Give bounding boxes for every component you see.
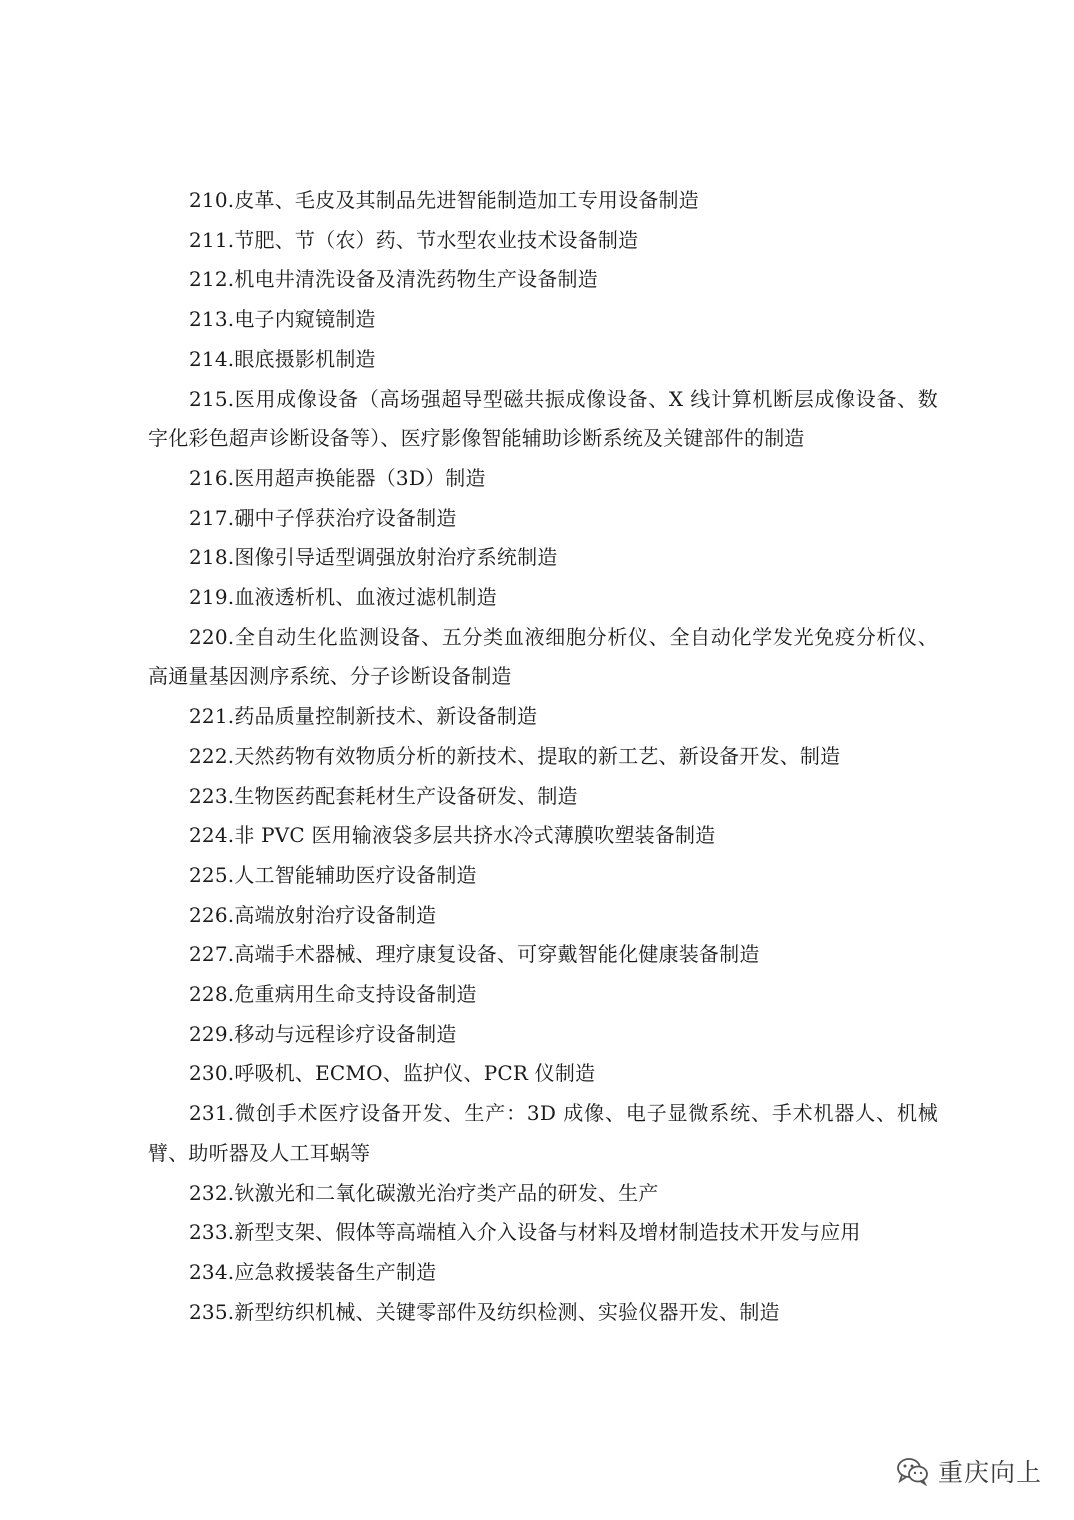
list-item: 214.眼底摄影机制造 <box>189 346 376 371</box>
list-item: 232.钬激光和二氧化碳激光治疗类产品的研发、生产 <box>189 1180 659 1205</box>
list-item: 212.机电井清洗设备及清洗药物生产设备制造 <box>189 267 598 292</box>
watermark <box>896 1453 1042 1489</box>
list-item: 218.图像引导适型调强放射治疗系统制造 <box>189 545 558 570</box>
list-item: 235.新型纺织机械、关键零部件及纺织检测、实验仪器开发、制造 <box>189 1299 780 1324</box>
watermark-text: 重庆向上 <box>938 1458 1043 1487</box>
list-item: 216.医用超声换能器（3D）制造 <box>189 465 486 490</box>
list-item: 226.高端放射治疗设备制造 <box>189 902 437 927</box>
list-item: 210.皮革、毛皮及其制品先进智能制造加工专用设备制造 <box>189 188 699 212</box>
list-item: 220.全自动生化监测设备、五分类血液细胞分析仪、全自动化学发光免疫分析仪、高通量基因测序系统、分子诊断设备制造 <box>148 624 938 689</box>
list-item: 233.新型支架、假体等高端植入介入设备与材料及增材制造技术开发与应用 <box>189 1220 861 1245</box>
list-item: 224.非 PVC 医用输液袋多层共挤水冷式薄膜吹塑装备制造 <box>189 823 716 848</box>
list-item: 229.移动与远程诊疗设备制造 <box>189 1021 457 1046</box>
list-item: 219.血液透析机、血液过滤机制造 <box>189 585 497 610</box>
wechat-icon <box>896 1456 930 1486</box>
list-item: 217.硼中子俘获治疗设备制造 <box>189 505 457 530</box>
list-item: 227.高端手术器械、理疗康复设备、可穿戴智能化健康装备制造 <box>189 942 760 967</box>
document-body <box>148 181 938 1332</box>
list-item: 228.危重病用生命支持设备制造 <box>189 982 477 1007</box>
list-item: 230.呼吸机、ECMO、监护仪、PCR 仪制造 <box>189 1061 596 1086</box>
list-item: 225.人工智能辅助医疗设备制造 <box>189 862 477 887</box>
list-item: 211.节肥、节（农）药、节水型农业技术设备制造 <box>189 227 639 252</box>
list-item: 221.药品质量控制新技术、新设备制造 <box>189 704 538 729</box>
list-item: 223.生物医药配套耗材生产设备研发、制造 <box>189 783 578 808</box>
list-item: 234.应急救援装备生产制造 <box>189 1259 437 1284</box>
list-item: 215.医用成像设备（高场强超导型磁共振成像设备、X 线计算机断层成像设备、数字化彩色超声诊断设备等）、医疗影像智能辅助诊断系统及关键部件的制造 <box>148 386 938 451</box>
list-item: 222.天然药物有效物质分析的新技术、提取的新工艺、新设备开发、制造 <box>189 743 841 768</box>
list-item: 213.电子内窥镜制造 <box>189 307 376 332</box>
list-item: 231.微创手术医疗设备开发、生产：3D 成像、电子显微系统、手术机器人、机械臂、助听器及人工耳蜗等 <box>148 1101 938 1165</box>
